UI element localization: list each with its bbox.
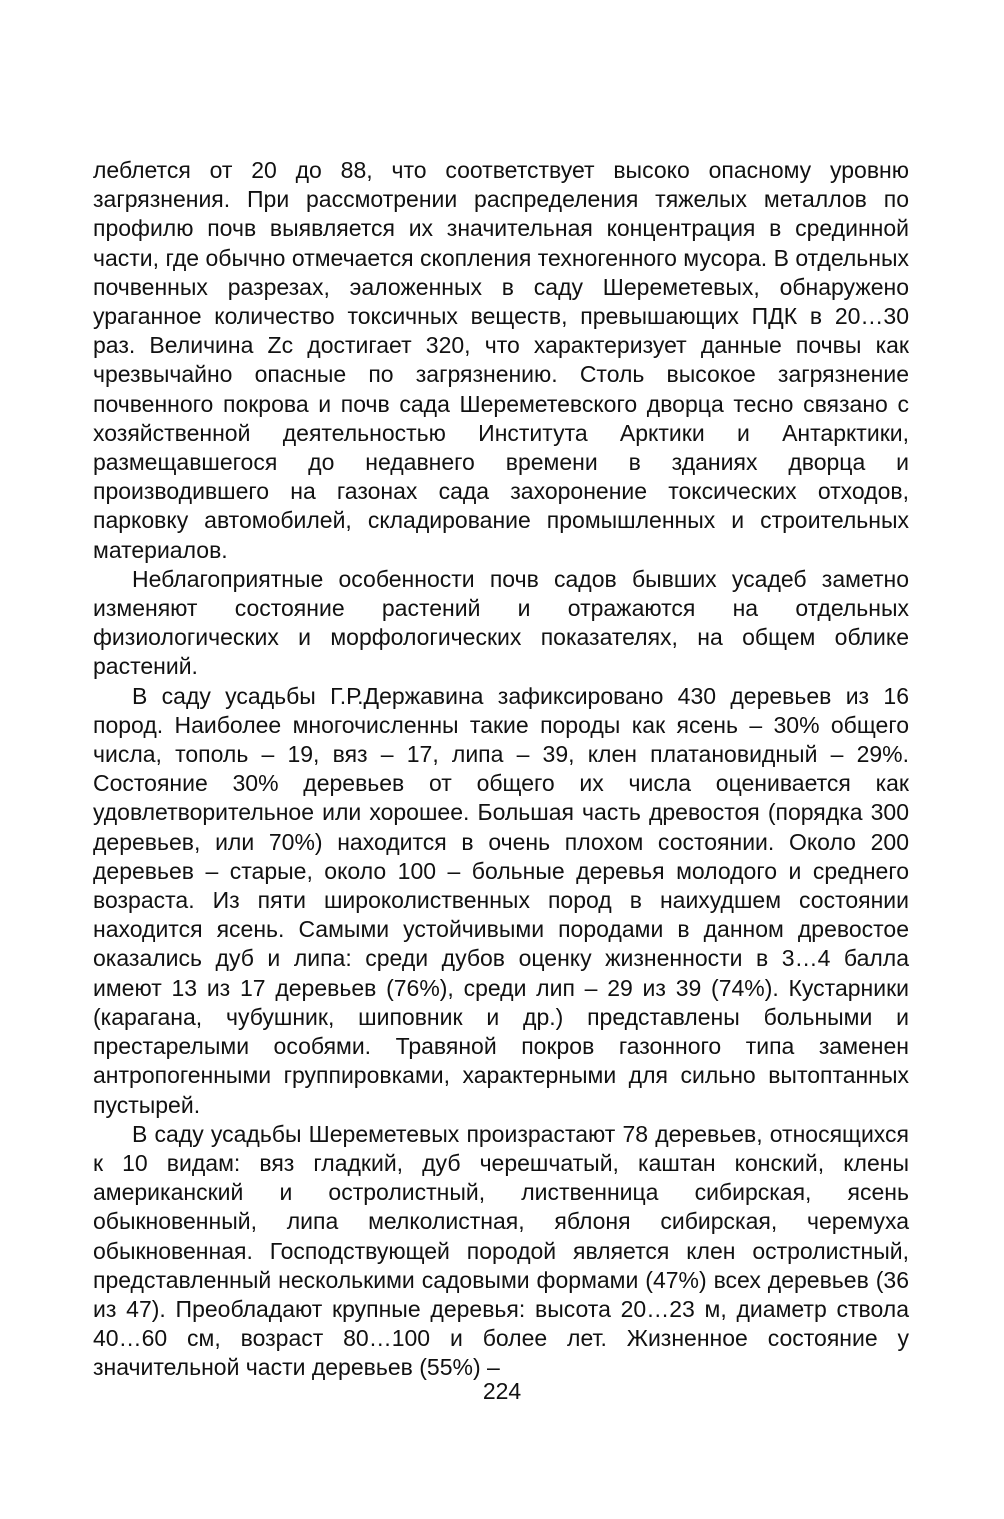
paragraph-1: леблется от 20 до 88, что соответствует высоко опасному уровню загрязнения. При рассмотрении распределения тяжелых металлов по профилю почв выявляется их значительная концентрация в срединной части, где обычно отмечается скопления техногенного мусора. В отдельных почвенных разрезах, эаложенных в саду Шереметевых, обнаружено ураганное количество токсичных веществ, превышающих ПДК в 20…30 раз. Величина Zc достигает 320, что характеризует данные почвы как чрезвычайно опасные по загрязнению. Столь высокое загрязнение почвенного покрова и почв сада Шереметевского дворца тесно связано с хозяйственной деятельностью Института Арктики и Антарктики, размещавшегося до недавнего времени в зданиях дворца и производившего на газонах сада захоронение токсических отходов, парковку автомобилей, складирование промышленных и строительных материалов. bbox=[93, 157, 909, 563]
page-body bbox=[93, 156, 909, 1383]
paragraph-2: Неблагоприятные особенности почв садов бывших усадеб заметно изменяют состояние растений и отражаются на отдельных физиологических и морфологических показателях, на общем облике растений. bbox=[93, 565, 909, 680]
paragraph-4: В саду усадьбы Шереметевых произрастают 78 деревьев, относящихся к 10 видам: вяз гладкий, дуб черешчатый, каштан конский, клены американский и остролистный, лиственница сибирская, ясень обыкновенный, липа мелколистная, яблоня сибирская, черемуха обыкновенная. Господствующей породой является клен остролистный, представленный несколькими садовыми формами (47%) всех деревьев (36 из 47). Преобладают крупные деревья: высота 20…23 м, диаметр ствола 40…60 см, возраст 80…100 и более лет. Жизненное состояние у значительной части деревьев (55%) – bbox=[93, 1120, 909, 1381]
paragraph-3: В саду усадьбы Г.Р.Державина зафиксировано 430 деревьев из 16 пород. Наиболее многочисленны такие породы как ясень – 30% общего числа, тополь – 19, вяз – 17, липа – 39, клен платановидный – 29%. Состояние 30% деревьев от общего их числа оценивается как удовлетворительное или хорошее. Большая часть древостоя (порядка 300 деревьев, или 70%) находится в очень плохом состоянии. Около 200 деревьев – старые, около 100 – больные деревья молодого и среднего возраста. Из пяти широколиственных пород в наихудшем состоянии находится ясень. Самыми устойчивыми породами в данном древостое оказались дуб и липа: среди дубов оценку жизненности в 3…4 балла имеют 13 из 17 деревьев (76%), среди лип – 29 из 39 (74%). Кустарники (карагана, чубушник, шиповник и др.) представлены больными и престарелыми особями. Травяной покров газонного типа заменен антропогенными группировками, характерными для сильно вытоптанных пустырей. bbox=[93, 682, 909, 1118]
page-number: 224 bbox=[482, 1378, 522, 1404]
